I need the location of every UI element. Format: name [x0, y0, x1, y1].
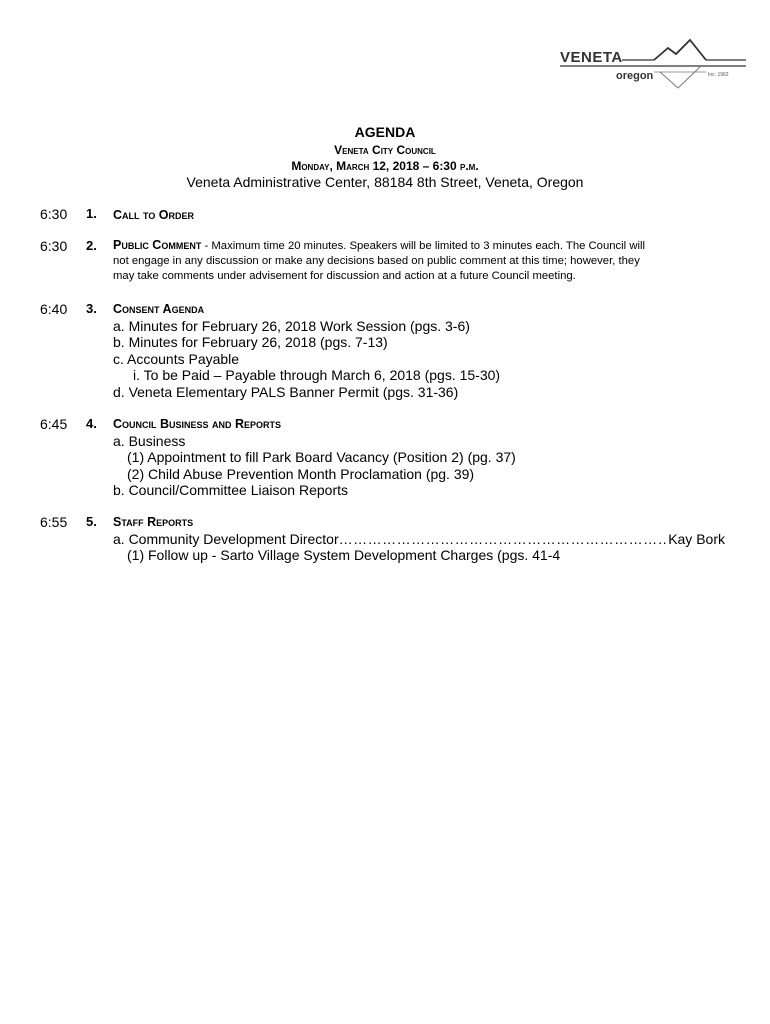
item-number: 4. — [86, 416, 97, 431]
sub-sub-item: i. To be Paid – Payable through March 6, 2018 (pgs. 15-30) — [133, 367, 501, 383]
item-time: 6:40 — [40, 301, 68, 317]
sub-sub-item: (1) Appointment to fill Park Board Vacancy (Position 2) (pg. 37) — [127, 449, 516, 465]
item-description-line: not engage in any discussion or make any decisions based on public comment at this time; however, they — [113, 255, 640, 267]
sub-item — [113, 531, 725, 548]
item-number: 3. — [86, 301, 97, 316]
veneta-logo — [556, 38, 751, 94]
sub-item: a. Minutes for February 26, 2018 Work Session (pgs. 3-6) — [113, 317, 470, 334]
svg-text:VENETA: VENETA — [560, 49, 623, 66]
svg-text:Inc. 1962: Inc. 1962 — [708, 72, 729, 78]
svg-text:oregon: oregon — [616, 70, 654, 82]
item-heading: Call to Order — [113, 208, 195, 222]
agenda-title: AGENDA — [354, 124, 416, 140]
item-heading: Staff Reports — [113, 515, 194, 529]
mountain-logo-icon — [556, 38, 751, 94]
item-heading: Consent Agenda — [113, 302, 205, 316]
council-name: Veneta City Council — [334, 143, 436, 157]
item-time: 6:45 — [40, 416, 68, 432]
item-number: 1. — [86, 206, 97, 221]
item-time: 6:30 — [40, 238, 68, 254]
sub-item: c. Accounts Payable — [113, 350, 240, 367]
sub-item: a. Business — [113, 432, 186, 449]
sub-item: d. Veneta Elementary PALS Banner Permit (pgs. 31-36) — [113, 383, 459, 400]
sub-sub-item: (1) Follow up - Sarto Village System Development Charges (pgs. 41-4 — [127, 547, 561, 563]
item-number: 5. — [86, 514, 97, 529]
item-description-line: may take comments under advisement for discussion and action at a future Council meeting. — [113, 270, 576, 282]
item-description-line: - Maximum time 20 minutes. Speakers will be limited to 3 minutes each. The Council will — [201, 240, 646, 252]
item-time: 6:55 — [40, 514, 68, 530]
item-time: 6:30 — [40, 206, 68, 222]
sub-item: b. Minutes for February 26, 2018 (pgs. 7-13) — [113, 334, 388, 350]
sub-sub-item: (2) Child Abuse Prevention Month Proclamation (pg. 39) — [127, 465, 475, 482]
presenter-name: Kay Bork — [668, 530, 725, 547]
sub-item-label: a. Community Development Director — [113, 530, 339, 547]
dot-leader — [339, 531, 667, 548]
item-number: 2. — [86, 238, 97, 253]
meeting-date: Monday, March 12, 2018 – 6:30 p.m. — [291, 159, 479, 173]
item-heading: Council Business and Reports — [113, 417, 282, 431]
item-heading: Public Comment — [113, 238, 202, 252]
meeting-location: Veneta Administrative Center, 88184 8th Street, Veneta, Oregon — [186, 174, 584, 190]
sub-item: b. Council/Committee Liaison Reports — [113, 482, 348, 498]
